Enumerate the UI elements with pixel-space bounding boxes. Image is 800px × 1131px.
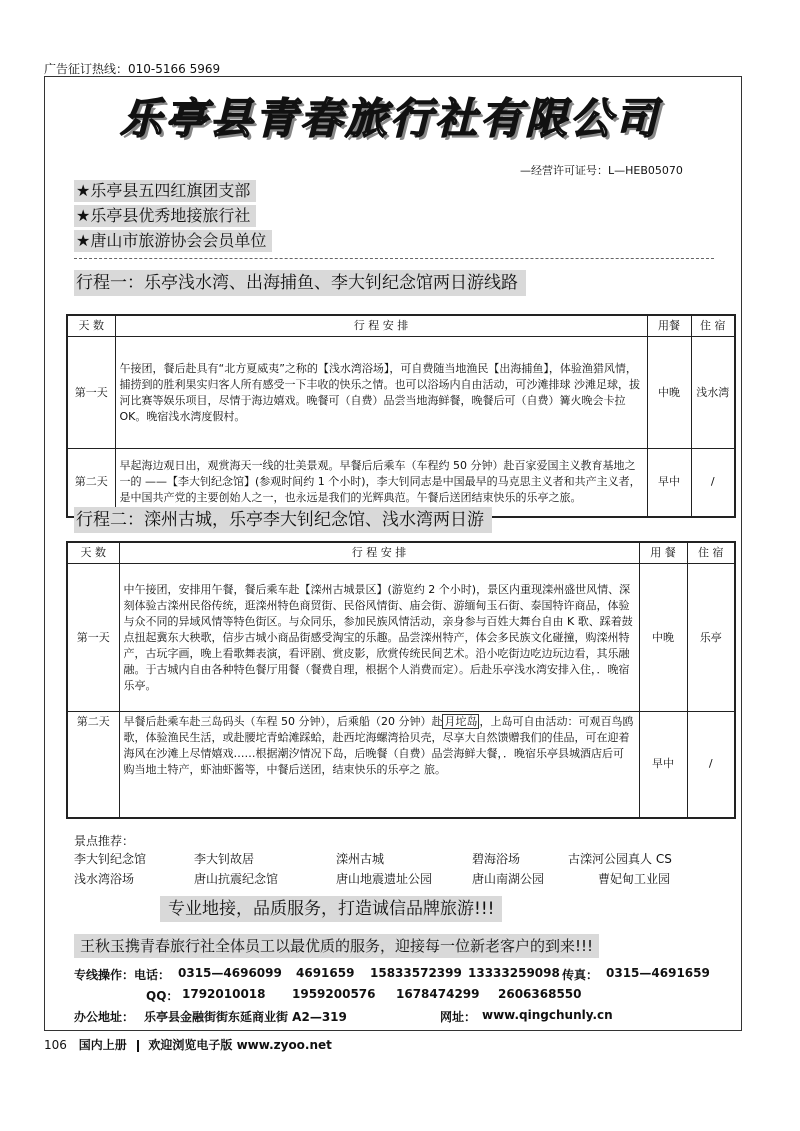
meal-cell: 早中	[639, 712, 687, 818]
footer-divider	[137, 1040, 139, 1052]
contact-qq-line	[74, 987, 714, 1003]
phone-number: 15833572399	[370, 966, 462, 980]
attraction-item: 曹妃甸工业园	[598, 872, 671, 886]
fax-number: 0315—4691659	[606, 966, 710, 980]
ad-hotline: 广告征订热线：010-5166 5969	[44, 62, 221, 76]
itinerary-text-a: 早餐后赴乘车赴三岛码头（车程 50 分钟），后乘船（20 分钟）赴	[123, 715, 443, 728]
contact-phone-line	[74, 966, 714, 982]
col-day: 天 数	[67, 542, 119, 564]
attractions-row	[74, 870, 714, 890]
company-name: 乐亭县青春旅行社有限公司	[120, 94, 661, 143]
page-number: 106	[44, 1038, 67, 1052]
attraction-item: 唐山地震遗址公园	[336, 872, 433, 886]
qq-number: 2606368550	[498, 987, 582, 1001]
slogan-welcome: 王秋玉携青春旅行社全体员工以最优质的服务，迎接每一位新老客户的到来!!!	[74, 934, 599, 958]
island-name: 月坨岛	[444, 715, 478, 728]
table-header-row	[67, 542, 735, 564]
qq-label: QQ：	[146, 989, 179, 1003]
day-cell: 第一天	[67, 564, 119, 712]
stay-cell: 乐亭	[687, 564, 735, 712]
stay-cell: /	[691, 449, 735, 517]
col-itinerary: 行 程 安 排	[115, 315, 647, 337]
day-cell: 第二天	[67, 712, 119, 818]
page-footer	[44, 1036, 332, 1053]
attraction-item: 李大钊纪念馆	[74, 852, 147, 866]
itinerary-cell: 午接团，餐后赴具有“北方夏威夷”之称的【浅水湾浴场】，可自费随当地渔民【出海捕鱼】，体验渔猎风情，捕捞到的胜利果实归客人所有感受一下丰收的快乐之情。也可以浴场内自由活动，可沙滩排球 沙滩足球，拔河比赛等娱乐项目，尽情于海边嬉戏。晚餐可（自费）品尝当地海鲜餐，晚餐后可（自费）篝火晚会卡拉 OK。晚宿浅水湾度假村。	[115, 337, 647, 449]
attraction-item: 碧海浴场	[472, 852, 521, 866]
attraction-item: 唐山抗震纪念馆	[194, 872, 279, 886]
attraction-item: 古滦河公园真人 CS	[568, 852, 672, 866]
section-name: 国内上册	[78, 1038, 127, 1052]
license-number: —经营许可证号：L—HEB05070	[520, 164, 683, 177]
attractions-title: 景点推荐：	[74, 834, 135, 848]
divider	[74, 258, 714, 259]
meal-cell: 中晚	[647, 337, 691, 449]
attractions-list	[74, 850, 714, 890]
slogan-main: 专业地接，品质服务，打造诚信品牌旅游!!!	[160, 896, 502, 922]
col-day: 天 数	[67, 315, 115, 337]
ebook-note: 欢迎浏览电子版 www.zyoo.net	[148, 1038, 332, 1052]
route2-title: 行程二：滦州古城，乐亭李大钊纪念馆、浅水湾两日游	[74, 507, 492, 533]
honor-2: ★乐亭县优秀地接旅行社	[74, 205, 256, 227]
col-meal: 用 餐	[639, 542, 687, 564]
qq-number: 1792010018	[182, 987, 266, 1001]
table-row	[67, 564, 735, 712]
itinerary-cell	[119, 712, 639, 818]
attraction-item: 浅水湾浴场	[74, 872, 135, 886]
attraction-item: 滦州古城	[336, 852, 385, 866]
stay-cell: /	[687, 712, 735, 818]
table-header-row	[67, 315, 735, 337]
table-row	[67, 337, 735, 449]
route1-table	[66, 314, 736, 518]
website-label: 网址：	[440, 1010, 477, 1024]
attraction-item: 李大钊故居	[194, 852, 255, 866]
itinerary-cell: 中午接团，安排用午餐，餐后乘车赴【滦州古城景区】(游览约 2 个小时)，景区内重现滦州盛世风情、深刻体验古滦州民俗传统，逛滦州特色商贸街、民俗风情街、庙会街、游缅甸玉石街、泰国特许商品，体验与众不同的异域风情等特色街区。与众同乐，参加民族风情活动，亲身参与百姓大舞台自由 K 歌、踩着鼓点扭起冀东大秧歌，信步古城小商品街感受淘宝的乐趣。品尝滦州特产，体会多民族文化碰撞，购滦州特产，古玩字画，晚上看歌舞表演，看评剧、赏皮影，欣赏传统民间艺术。沿小吃街边吃边玩边看，其乐融融。于古城内自由各种特色餐厅用餐（餐费自理，根据个人消费而定）。后赴乐亭浅水湾安排入住，．晚宿乐亭。	[119, 564, 639, 712]
qq-number: 1678474299	[396, 987, 480, 1001]
attractions-row	[74, 850, 714, 870]
honor-3: ★唐山市旅游协会会员单位	[74, 230, 272, 252]
contact-address-line	[74, 1008, 714, 1024]
phone-number: 0315—4696099	[178, 966, 282, 980]
phone-number: 4691659	[296, 966, 355, 980]
phone-number: 13333259098	[468, 966, 560, 980]
col-stay: 住 宿	[687, 542, 735, 564]
fax-label: 传真：	[562, 968, 599, 982]
day-cell: 第一天	[67, 337, 115, 449]
stay-cell: 浅水湾	[691, 337, 735, 449]
day-cell: 第二天	[67, 449, 115, 517]
col-stay: 住 宿	[691, 315, 735, 337]
itinerary-text-b: ，上岛可自由活动：可观百鸟鸥歌，体验渔民生活，或赴腰坨青蛤滩踩蛤，赴西坨海螺湾拾贝壳，尽享大自然馈赠我们的佳品，可在迎着海风在沙滩上尽情嬉戏……根据潮汐情况下岛，后晚餐（自费）品尝海鲜大餐，．晚宿乐亭县城酒店后可购当地土特产，虾油虾酱等，中餐后送团，结束快乐的乐亭之 旅。	[123, 715, 634, 776]
meal-cell: 中晚	[639, 564, 687, 712]
phone-label: 专线操作：电话：	[74, 968, 171, 982]
route1-title: 行程一：乐亭浅水湾、出海捕鱼、李大钊纪念馆两日游线路	[74, 270, 526, 296]
qq-number: 1959200576	[292, 987, 376, 1001]
attraction-item: 唐山南湖公园	[472, 872, 545, 886]
route2-table	[66, 541, 736, 819]
website-link[interactable]: www.qingchunly.cn	[482, 1008, 613, 1022]
address: 乐亭县金融街街东延商业街 A2—319	[144, 1010, 347, 1024]
col-itinerary: 行 程 安 排	[119, 542, 639, 564]
honor-1: ★乐亭县五四红旗团支部	[74, 180, 256, 202]
col-meal: 用餐	[647, 315, 691, 337]
address-label: 办公地址：	[74, 1010, 135, 1024]
itinerary-cell: 早起海边观日出，观赏海天一线的壮美景观。早餐后后乘车（车程约 50 分钟）赴百家爱国主义教育基地之一的 ——【李大钊纪念馆】(参观时间约 1 个小时)，李大钊同志是中国最早的马克思主义者和共产主义者，是中国共产党的主要创始人之一，也永远是我们的光辉典范。午餐后送团结束快乐的乐亭之旅。	[115, 449, 647, 517]
table-row	[67, 712, 735, 818]
meal-cell: 早中	[647, 449, 691, 517]
